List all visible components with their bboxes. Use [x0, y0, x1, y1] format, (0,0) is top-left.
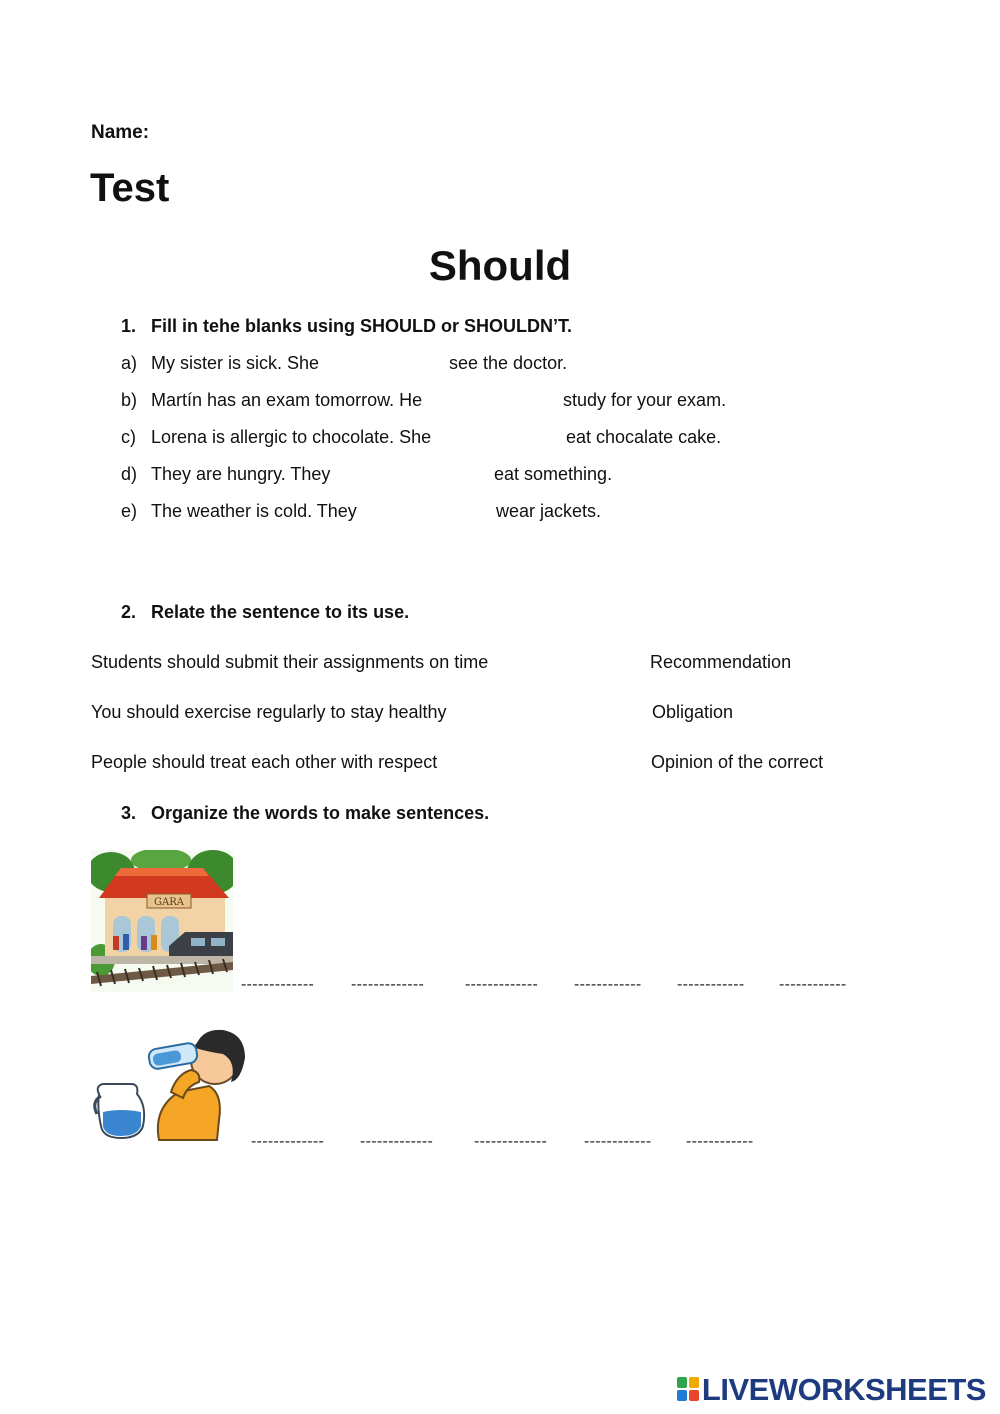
item-tail: eat something. — [494, 464, 613, 484]
item-stem: Martín has an exam tomorrow. He — [151, 390, 423, 410]
word-blank-row2-4[interactable]: ------------ — [584, 1133, 652, 1150]
section1-number: 1. — [121, 316, 137, 336]
section3-heading — [0, 803, 1000, 827]
boy-shirt — [158, 1086, 220, 1140]
train-station-illustration — [91, 850, 233, 992]
station-sign-text: GARA — [154, 897, 184, 908]
boy-drinking-water-illustration — [91, 1022, 251, 1144]
relate-sentence-3: People should treat each other with respect — [91, 752, 438, 772]
relate-use-recommendation: Recommendation — [650, 652, 792, 672]
relate-sentence-2: You should exercise regularly to stay healthy — [91, 702, 447, 722]
fill-item-e — [0, 501, 1000, 525]
test-title: Test — [90, 166, 170, 210]
word-blank-row2-3[interactable]: ------------- — [474, 1133, 548, 1150]
fill-item-a — [0, 353, 1000, 377]
topic-title: Should — [428, 242, 572, 289]
word-blank-row2-1[interactable]: ------------- — [251, 1133, 325, 1150]
pitcher-water — [103, 1110, 141, 1136]
item-letter: a) — [121, 353, 138, 373]
item-letter: d) — [121, 464, 138, 484]
item-stem: My sister is sick. She — [151, 353, 320, 373]
item-stem: Lorena is allergic to chocolate. She — [151, 427, 432, 447]
word-blank-row1-2[interactable]: ------------- — [351, 976, 425, 993]
word-blank-row1-4[interactable]: ------------ — [574, 976, 642, 993]
word-blank-row1-6[interactable]: ------------ — [779, 976, 847, 993]
fill-item-d — [0, 464, 1000, 488]
train-window-2 — [211, 938, 225, 946]
item-stem: They are hungry. They — [151, 464, 331, 484]
word-blank-row1-1[interactable]: ------------- — [241, 976, 315, 993]
word-blank-row2-5[interactable]: ------------ — [686, 1133, 754, 1150]
relate-use-obligation: Obligation — [652, 702, 734, 722]
item-tail: eat chocalate cake. — [566, 427, 722, 447]
item-letter: c) — [121, 427, 136, 447]
person-2 — [123, 934, 129, 950]
word-blank-row1-3[interactable]: ------------- — [465, 976, 539, 993]
person-4 — [151, 935, 157, 950]
section1-heading-text: Fill in tehe blanks using SHOULD or SHOULDN’T. — [151, 316, 573, 336]
liveworksheets-logo-icon — [677, 1377, 699, 1401]
section2-heading-text: Relate the sentence to its use. — [151, 602, 410, 622]
item-letter: e) — [121, 501, 138, 521]
section1-heading — [0, 316, 1000, 340]
section2-heading — [0, 602, 1000, 626]
relate-use-opinion: Opinion of the correct — [651, 752, 824, 772]
platform — [91, 956, 233, 964]
name-label: Name: — [91, 122, 150, 143]
fill-item-b — [0, 390, 1000, 414]
section3-heading-text: Organize the words to make sentences. — [151, 803, 490, 823]
person-1 — [113, 936, 119, 950]
roof-highlight — [115, 868, 209, 876]
relate-sentence-1: Students should submit their assignments on time — [91, 652, 489, 672]
liveworksheets-logo-text: LIVEWORKSHEETS — [701, 1372, 986, 1407]
section3-number: 3. — [121, 803, 137, 823]
liveworksheets-logo[interactable] — [677, 1372, 986, 1408]
item-letter: b) — [121, 390, 138, 410]
item-tail: study for your exam. — [563, 390, 727, 410]
word-blank-row1-5[interactable]: ------------ — [677, 976, 745, 993]
item-tail: wear jackets. — [496, 501, 602, 521]
item-tail: see the doctor. — [449, 353, 568, 373]
train-window-1 — [191, 938, 205, 946]
item-stem: The weather is cold. They — [151, 501, 357, 521]
section2-number: 2. — [121, 602, 137, 622]
person-3 — [141, 936, 147, 950]
fill-item-c — [0, 427, 1000, 451]
word-blank-row2-2[interactable]: ------------- — [360, 1133, 434, 1150]
